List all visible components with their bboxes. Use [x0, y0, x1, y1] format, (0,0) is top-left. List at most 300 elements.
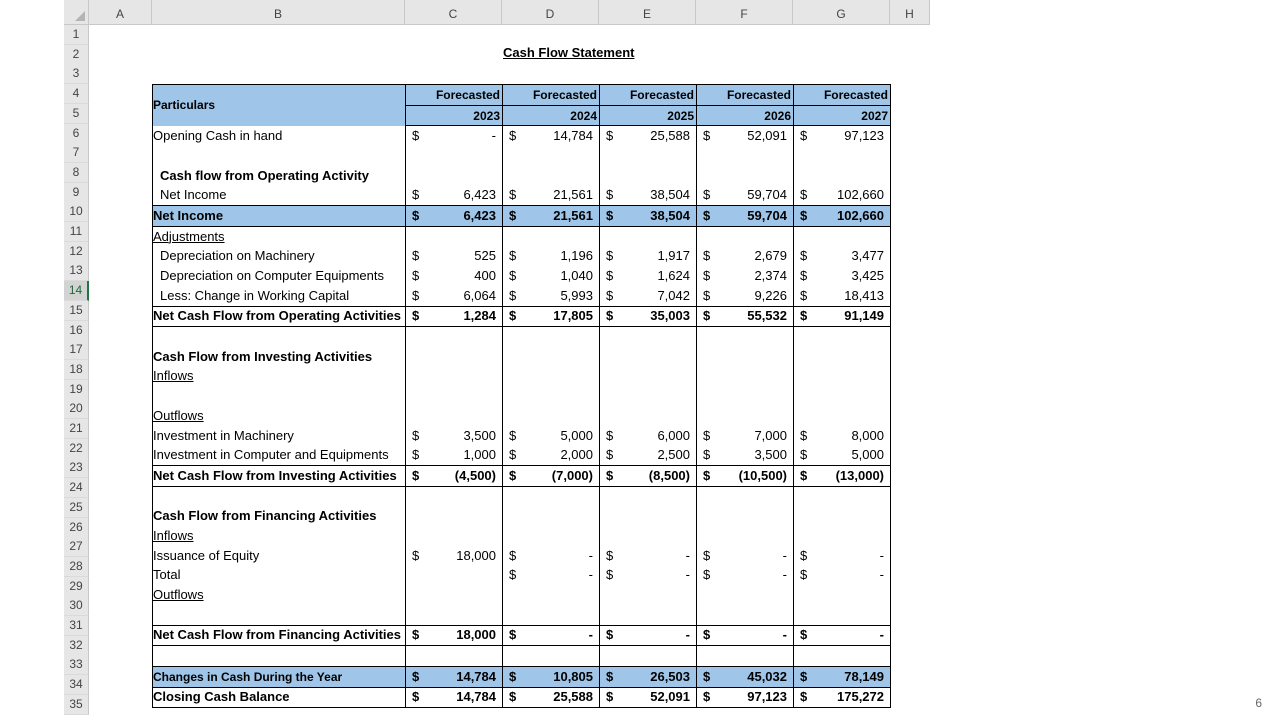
row-label[interactable]: Net Income [153, 185, 406, 205]
value-cell[interactable] [503, 347, 600, 367]
amount: (8,500) [648, 467, 690, 483]
value-cell[interactable] [503, 386, 600, 406]
value-cell[interactable] [697, 506, 794, 526]
row-label[interactable]: Depreciation on Machinery [153, 247, 406, 267]
value-cell[interactable] [697, 126, 794, 146]
currency-symbol: $ [703, 627, 711, 643]
currency-symbol: $ [800, 467, 808, 483]
value-cell[interactable] [600, 247, 697, 267]
value-cell[interactable] [406, 466, 503, 487]
currency-symbol: $ [606, 567, 614, 583]
value-cell[interactable] [503, 605, 600, 625]
value-cell[interactable] [503, 466, 600, 487]
currency-symbol: $ [606, 467, 614, 483]
row-label[interactable] [153, 646, 406, 667]
value-cell[interactable] [503, 625, 600, 646]
year-header: 2027 [794, 105, 891, 126]
row-label[interactable]: Investment in Machinery [153, 426, 406, 446]
row-header-11[interactable]: 11 [64, 222, 89, 242]
row-header-15[interactable]: 15 [64, 301, 89, 321]
value-cell[interactable] [503, 166, 600, 186]
row-header-5[interactable]: 5 [64, 104, 89, 124]
currency-symbol: $ [509, 567, 517, 583]
amount: - [879, 547, 884, 563]
amount: 21,561 [553, 187, 593, 203]
currency-symbol: $ [509, 287, 517, 303]
amount: 78,149 [844, 668, 884, 684]
row-label[interactable]: Opening Cash in hand [153, 126, 406, 146]
currency-symbol: $ [606, 187, 614, 203]
value-cell[interactable] [406, 185, 503, 205]
currency-symbol: $ [509, 268, 517, 284]
value-cell[interactable] [794, 146, 891, 166]
value-cell[interactable] [697, 445, 794, 465]
value-cell[interactable] [600, 566, 697, 586]
value-cell[interactable] [600, 526, 697, 546]
value-cell[interactable] [794, 166, 891, 186]
amount: (13,000) [835, 467, 884, 483]
amount: 7,042 [657, 287, 690, 303]
value-cell[interactable] [794, 185, 891, 205]
value-cell[interactable] [600, 466, 697, 487]
value-cell[interactable] [600, 687, 697, 708]
value-cell[interactable] [406, 625, 503, 646]
currency-symbol: $ [606, 547, 614, 563]
value-cell[interactable] [794, 445, 891, 465]
value-cell[interactable] [794, 347, 891, 367]
row-header-26[interactable]: 26 [64, 518, 89, 538]
row-header-8[interactable]: 8 [64, 163, 89, 183]
value-cell[interactable] [503, 327, 600, 347]
value-cell[interactable] [697, 546, 794, 566]
value-cell[interactable] [697, 585, 794, 605]
section-heading[interactable]: Cash Flow from Financing Activities [153, 506, 406, 526]
value-cell[interactable] [794, 386, 891, 406]
currency-symbol: $ [800, 248, 808, 264]
currency-symbol: $ [412, 248, 420, 264]
value-cell[interactable] [794, 286, 891, 306]
amount: (10,500) [738, 467, 787, 483]
value-cell[interactable] [794, 625, 891, 646]
row-header-17[interactable]: 17 [64, 340, 89, 360]
currency-symbol: $ [703, 668, 711, 684]
currency-symbol: $ [412, 128, 420, 144]
row-label[interactable]: Depreciation on Computer Equipments [153, 266, 406, 286]
page-number: 6 [1255, 696, 1262, 710]
value-cell[interactable] [503, 206, 600, 227]
value-cell[interactable] [794, 126, 891, 146]
row-header-30[interactable]: 30 [64, 596, 89, 616]
value-cell[interactable] [697, 605, 794, 625]
value-cell[interactable] [600, 546, 697, 566]
currency-symbol: $ [800, 427, 808, 443]
row-label[interactable]: Total [153, 566, 406, 586]
row-header-9[interactable]: 9 [64, 183, 89, 203]
value-cell[interactable] [794, 327, 891, 347]
value-cell[interactable] [794, 306, 891, 327]
currency-symbol: $ [606, 627, 614, 643]
value-cell[interactable] [600, 426, 697, 446]
amount: 14,784 [456, 668, 496, 684]
value-cell[interactable] [794, 566, 891, 586]
value-cell[interactable] [503, 226, 600, 246]
value-cell[interactable] [406, 206, 503, 227]
value-cell[interactable] [406, 445, 503, 465]
value-cell[interactable] [697, 247, 794, 267]
column-header-a[interactable]: A [89, 0, 152, 25]
value-cell[interactable] [697, 625, 794, 646]
value-cell[interactable] [697, 327, 794, 347]
value-cell[interactable] [600, 206, 697, 227]
forecasted-header: Forecasted [794, 85, 891, 106]
value-cell[interactable] [794, 406, 891, 426]
value-cell[interactable] [697, 206, 794, 227]
amount: 5,000 [560, 427, 593, 443]
value-cell[interactable] [794, 466, 891, 487]
adjustments-heading[interactable]: Adjustments [153, 226, 406, 246]
amount: 35,003 [650, 308, 690, 324]
currency-symbol: $ [800, 689, 808, 705]
value-cell[interactable] [697, 426, 794, 446]
value-cell[interactable] [503, 526, 600, 546]
value-cell[interactable] [503, 266, 600, 286]
row-header-33[interactable]: 33 [64, 655, 89, 675]
row-label[interactable] [153, 386, 406, 406]
currency-symbol: $ [412, 467, 420, 483]
currency-symbol: $ [412, 547, 420, 563]
amount: 7,000 [754, 427, 787, 443]
value-cell[interactable] [600, 166, 697, 186]
value-cell[interactable] [406, 426, 503, 446]
value-cell[interactable] [794, 506, 891, 526]
value-cell[interactable] [600, 306, 697, 327]
row-header-2[interactable]: 2 [64, 45, 89, 65]
currency-symbol: $ [703, 427, 711, 443]
row-header-4[interactable]: 4 [64, 84, 89, 104]
row-header-18[interactable]: 18 [64, 360, 89, 380]
currency-symbol: $ [703, 547, 711, 563]
value-cell[interactable] [697, 226, 794, 246]
value-cell[interactable] [406, 486, 503, 506]
amount: 52,091 [650, 689, 690, 705]
value-cell[interactable] [406, 546, 503, 566]
total-row-label[interactable]: Net Cash Flow from Financing Activities [153, 625, 406, 646]
currency-symbol: $ [412, 447, 420, 463]
changes-label[interactable]: Changes in Cash During the Year [153, 666, 406, 687]
value-cell[interactable] [406, 526, 503, 546]
inflows-heading[interactable]: Inflows [153, 526, 406, 546]
row-header-28[interactable]: 28 [64, 557, 89, 577]
value-cell[interactable] [503, 126, 600, 146]
value-cell[interactable] [406, 566, 503, 586]
value-cell[interactable] [503, 367, 600, 387]
row-header-34[interactable]: 34 [64, 675, 89, 695]
value-cell[interactable] [697, 386, 794, 406]
total-row-label[interactable]: Net Cash Flow from Operating Activities [153, 306, 406, 327]
amount: 38,504 [650, 207, 690, 223]
row-header-20[interactable]: 20 [64, 399, 89, 419]
row-header-7[interactable]: 7 [64, 143, 89, 163]
row-header-25[interactable]: 25 [64, 498, 89, 518]
value-cell[interactable] [697, 166, 794, 186]
value-cell[interactable] [794, 247, 891, 267]
column-header-d[interactable]: D [502, 0, 599, 25]
amount: 21,561 [553, 207, 593, 223]
value-cell[interactable] [697, 566, 794, 586]
row-header-29[interactable]: 29 [64, 577, 89, 597]
value-cell[interactable] [697, 687, 794, 708]
row-header-32[interactable]: 32 [64, 636, 89, 656]
currency-symbol: $ [509, 248, 517, 264]
amount: 18,000 [456, 627, 496, 643]
value-cell[interactable] [697, 406, 794, 426]
amount: 2,679 [754, 248, 787, 264]
row-header-24[interactable]: 24 [64, 478, 89, 498]
column-header-c[interactable]: C [405, 0, 502, 25]
section-heading[interactable]: Cash flow from Operating Activity [153, 166, 406, 186]
amount: 45,032 [747, 668, 787, 684]
value-cell[interactable] [406, 166, 503, 186]
value-cell[interactable] [600, 286, 697, 306]
currency-symbol: $ [509, 128, 517, 144]
forecasted-header: Forecasted [697, 85, 794, 106]
row-label[interactable] [153, 605, 406, 625]
row-header-23[interactable]: 23 [64, 458, 89, 478]
value-cell[interactable] [406, 247, 503, 267]
row-label[interactable] [153, 327, 406, 347]
amount: - [685, 547, 690, 563]
closing-label[interactable]: Closing Cash Balance [153, 687, 406, 708]
currency-symbol: $ [606, 447, 614, 463]
value-cell[interactable] [794, 266, 891, 286]
outflows-heading[interactable]: Outflows [153, 585, 406, 605]
select-all-corner[interactable] [64, 0, 89, 25]
value-cell[interactable] [406, 286, 503, 306]
value-cell[interactable] [406, 585, 503, 605]
value-cell[interactable] [503, 687, 600, 708]
value-cell[interactable] [503, 486, 600, 506]
value-cell[interactable] [406, 146, 503, 166]
value-cell[interactable] [600, 585, 697, 605]
value-cell[interactable] [794, 486, 891, 506]
value-cell[interactable] [503, 306, 600, 327]
value-cell[interactable] [503, 146, 600, 166]
value-cell[interactable] [794, 367, 891, 387]
value-cell[interactable] [600, 605, 697, 625]
row-header-6[interactable]: 6 [64, 124, 89, 144]
value-cell[interactable] [406, 406, 503, 426]
amount: 5,000 [851, 447, 884, 463]
value-cell[interactable] [600, 445, 697, 465]
value-cell[interactable] [794, 666, 891, 687]
value-cell[interactable] [503, 506, 600, 526]
forecasted-header: Forecasted [503, 85, 600, 106]
row-header-14[interactable]: 14 [64, 281, 89, 301]
value-cell[interactable] [406, 347, 503, 367]
currency-symbol: $ [509, 467, 517, 483]
row-header-21[interactable]: 21 [64, 419, 89, 439]
value-cell[interactable] [406, 266, 503, 286]
value-cell[interactable] [697, 306, 794, 327]
amount: 6,423 [463, 187, 496, 203]
value-cell[interactable] [600, 327, 697, 347]
total-row-label[interactable]: Net Cash Flow from Investing Activities [153, 466, 406, 487]
value-cell[interactable] [600, 367, 697, 387]
value-cell[interactable] [697, 185, 794, 205]
value-cell[interactable] [406, 506, 503, 526]
inflows-heading[interactable]: Inflows [153, 367, 406, 387]
row-header-31[interactable]: 31 [64, 616, 89, 636]
amount: 6,000 [657, 427, 690, 443]
currency-symbol: $ [606, 427, 614, 443]
value-cell[interactable] [600, 506, 697, 526]
value-cell[interactable] [600, 266, 697, 286]
currency-symbol: $ [703, 268, 711, 284]
value-cell[interactable] [406, 306, 503, 327]
currency-symbol: $ [703, 467, 711, 483]
value-cell[interactable] [794, 687, 891, 708]
value-cell[interactable] [697, 266, 794, 286]
outflows-heading[interactable]: Outflows [153, 406, 406, 426]
value-cell[interactable] [503, 566, 600, 586]
value-cell[interactable] [406, 646, 503, 667]
value-cell[interactable] [697, 347, 794, 367]
value-cell[interactable] [406, 126, 503, 146]
amount: 3,425 [851, 268, 884, 284]
value-cell[interactable] [503, 286, 600, 306]
amount: - [588, 547, 593, 563]
value-cell[interactable] [794, 605, 891, 625]
column-header-b[interactable]: B [152, 0, 405, 25]
value-cell[interactable] [406, 687, 503, 708]
value-cell[interactable] [600, 386, 697, 406]
value-cell[interactable] [503, 185, 600, 205]
particulars-header[interactable]: Particulars [153, 85, 406, 126]
row-header-13[interactable]: 13 [64, 261, 89, 281]
currency-symbol: $ [703, 207, 711, 223]
amount: (4,500) [454, 467, 496, 483]
value-cell[interactable] [600, 646, 697, 667]
value-cell[interactable] [794, 426, 891, 446]
row-label[interactable]: Investment in Computer and Equipments [153, 445, 406, 465]
year-header: 2026 [697, 105, 794, 126]
value-cell[interactable] [503, 546, 600, 566]
value-cell[interactable] [697, 466, 794, 487]
amount: 2,500 [657, 447, 690, 463]
currency-symbol: $ [606, 248, 614, 264]
value-cell[interactable] [794, 526, 891, 546]
value-cell[interactable] [697, 666, 794, 687]
amount: - [782, 567, 787, 583]
value-cell[interactable] [600, 226, 697, 246]
row-label[interactable]: Net Income [153, 206, 406, 227]
value-cell[interactable] [794, 585, 891, 605]
currency-symbol: $ [703, 187, 711, 203]
row-header-1[interactable]: 1 [64, 25, 89, 45]
value-cell[interactable] [794, 546, 891, 566]
value-cell[interactable] [406, 605, 503, 625]
value-cell[interactable] [503, 426, 600, 446]
amount: 1,917 [657, 248, 690, 264]
value-cell[interactable] [406, 666, 503, 687]
value-cell[interactable] [794, 206, 891, 227]
value-cell[interactable] [406, 327, 503, 347]
value-cell[interactable] [697, 286, 794, 306]
value-cell[interactable] [794, 226, 891, 246]
row-header-10[interactable]: 10 [64, 202, 89, 222]
value-cell[interactable] [600, 666, 697, 687]
value-cell[interactable] [503, 406, 600, 426]
value-cell[interactable] [600, 486, 697, 506]
value-cell[interactable] [503, 247, 600, 267]
value-cell[interactable] [406, 386, 503, 406]
currency-symbol: $ [412, 668, 420, 684]
statement-title: Cash Flow Statement [503, 45, 635, 60]
amount: 14,784 [456, 689, 496, 705]
column-header-f[interactable]: F [696, 0, 793, 25]
amount: 25,588 [553, 689, 593, 705]
value-cell[interactable] [503, 585, 600, 605]
row-header-27[interactable]: 27 [64, 537, 89, 557]
row-header-12[interactable]: 12 [64, 242, 89, 262]
row-header-16[interactable]: 16 [64, 321, 89, 341]
row-header-35[interactable]: 35 [64, 695, 89, 715]
row-label[interactable] [153, 146, 406, 166]
value-cell[interactable] [600, 146, 697, 166]
value-cell[interactable] [794, 646, 891, 667]
year-header: 2023 [406, 105, 503, 126]
currency-symbol: $ [703, 447, 711, 463]
value-cell[interactable] [600, 185, 697, 205]
value-cell[interactable] [406, 226, 503, 246]
currency-symbol: $ [800, 668, 808, 684]
value-cell[interactable] [600, 347, 697, 367]
value-cell[interactable] [600, 625, 697, 646]
value-cell[interactable] [503, 666, 600, 687]
value-cell[interactable] [503, 646, 600, 667]
row-label[interactable]: Issuance of Equity [153, 546, 406, 566]
row-header-22[interactable]: 22 [64, 439, 89, 459]
currency-symbol: $ [800, 268, 808, 284]
value-cell[interactable] [697, 367, 794, 387]
row-label[interactable]: Less: Change in Working Capital [153, 286, 406, 306]
value-cell[interactable] [600, 406, 697, 426]
value-cell[interactable] [697, 646, 794, 667]
amount: 175,272 [837, 689, 884, 705]
currency-symbol: $ [509, 308, 517, 324]
value-cell[interactable] [697, 526, 794, 546]
value-cell[interactable] [600, 126, 697, 146]
currency-symbol: $ [606, 287, 614, 303]
column-header-g[interactable]: G [793, 0, 890, 25]
currency-symbol: $ [703, 689, 711, 705]
forecasted-header: Forecasted [600, 85, 697, 106]
amount: - [782, 627, 787, 643]
amount: 1,284 [463, 308, 496, 324]
value-cell[interactable] [503, 445, 600, 465]
row-header-3[interactable]: 3 [64, 64, 89, 84]
value-cell[interactable] [697, 486, 794, 506]
row-header-19[interactable]: 19 [64, 380, 89, 400]
column-header-h[interactable]: H [890, 0, 930, 25]
currency-symbol: $ [606, 268, 614, 284]
value-cell[interactable] [697, 146, 794, 166]
row-label[interactable] [153, 486, 406, 506]
value-cell[interactable] [406, 367, 503, 387]
currency-symbol: $ [800, 547, 808, 563]
column-header-e[interactable]: E [599, 0, 696, 25]
section-heading[interactable]: Cash Flow from Investing Activities [153, 347, 406, 367]
